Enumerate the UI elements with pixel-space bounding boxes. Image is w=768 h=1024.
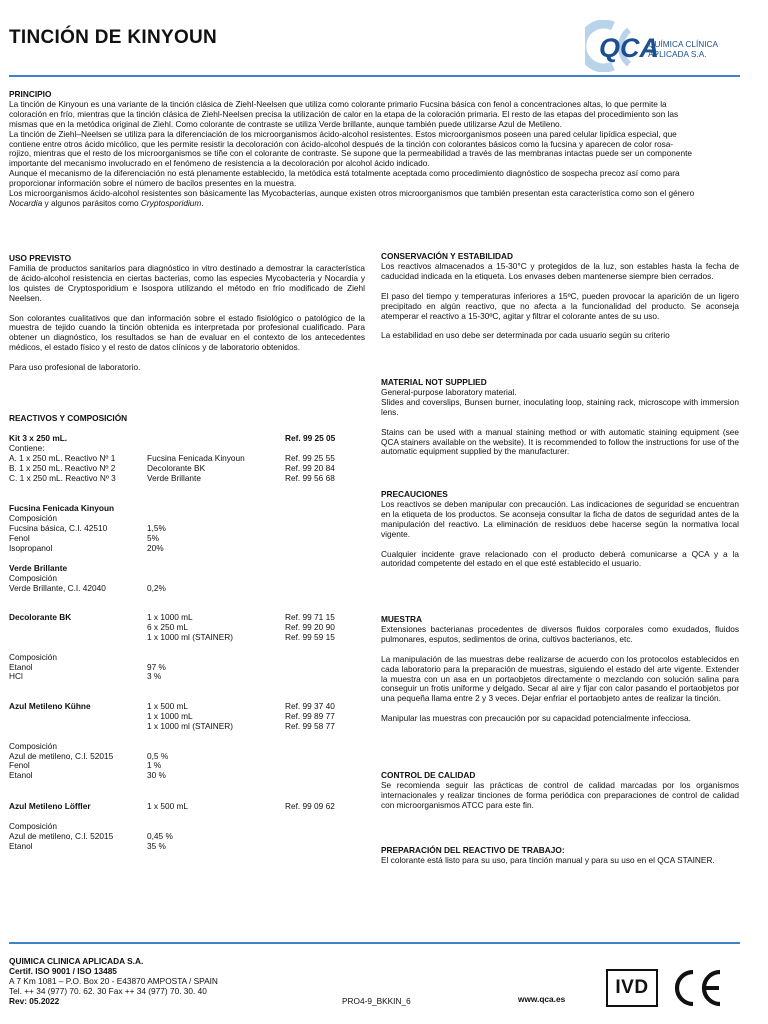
material-paragraph: Stains can be used with a manual staining method or with automatic staining equipment (see QCA stainers available on the website). It is recommended to follow the instructions for use of the automatic equipment supplied by the manufacturer. <box>381 426 739 457</box>
composicion-label: Composición <box>9 740 57 751</box>
section-muestra <box>381 615 739 724</box>
footer-rule <box>9 942 740 944</box>
section-uso-previsto <box>9 254 365 373</box>
heading-principio: PRINCIPIO <box>9 89 52 99</box>
pack-row: 6 x 250 mL Ref. 99 20 90 <box>147 621 335 632</box>
verde-title: Verde Brillante <box>9 563 68 573</box>
muestra-paragraph: Manipular las muestras con precaución por su capacidad potencialmente infecciosa. <box>381 713 691 724</box>
loffler-block: Azul Metileno Löffler 1 x 500 mL Ref. 99 09 62 Composición Azul de metileno, C.I. 52015 0,45 % Etanol 35 % <box>9 802 365 852</box>
heading-material: MATERIAL NOT SUPPLIED <box>381 377 487 387</box>
uso-paragraph: Para uso profesional de laboratorio. <box>9 362 141 373</box>
document-title: TINCIÓN DE KINYOUN <box>9 27 218 48</box>
conservacion-paragraph: El paso del tiempo y temperaturas inferiores a 15ºC, pueden provocar la aparición de un ligero precipitado en algún reactivo, que no afecta a la funcionalidad del producto. Se aconseja atemperar el reactivo a 15-30ºC, agitar y filtrar el colorante antes de su uso. <box>381 290 739 321</box>
fucsina-title: Fucsina Fenicada Kinyoun <box>9 503 115 513</box>
principio-line: La tinción de Kinyoun es una variante de la tinción clásica de Ziehl-Neelsen que utiliza como colorante primario Fucsina básica con fenol a concentraciones altas, lo que permite la <box>9 98 667 109</box>
precauciones-paragraph: Los reactivos se deben manipular con precaución. Las indicaciones de seguridad se encuentran en la etiqueta de los productos. Se aconseja consultar la ficha de datos de seguridad antes de la manipulación del reactivo. La eliminación de residuos debe hacerse según la normativa local vigente. <box>381 498 739 539</box>
section-control-calidad <box>381 771 739 811</box>
composicion-label: Composición <box>9 651 57 662</box>
kit-row: A. 1 x 250 mL. Reactivo Nº 1 Fucsina Fenicada Kinyoun Ref. 99 25 55 <box>9 452 335 463</box>
composition-row: Verde Brillante, C.I. 42040 0,2% <box>9 582 166 593</box>
control-paragraph: Se recomienda seguir las prácticas de control de calidad marcadas por los organismos internacionales y realizar tinciones de forma periódica con preparaciones de control de calidad con microorganismos ATCC para este fin. <box>381 779 739 810</box>
kit-row: C. 1 x 250 mL. Reactivo Nº 3 Verde Brillante Ref. 99 56 68 <box>9 472 335 483</box>
composition-row: Etanol 35 % <box>9 840 166 851</box>
composition-row: Azul de metileno, C.I. 52015 0,45 % <box>9 830 173 841</box>
preparacion-paragraph: El colorante está listo para su uso, para tinción manual y para su uso en el QCA STAINER. <box>381 854 715 865</box>
composition-row: Fucsina básica, C.I. 42510 1,5% <box>9 522 166 533</box>
uso-paragraph: Son colorantes cualitativos que dan información sobre el estado fisiológico o patológico de la muestra de tejido cuando la tinción obtenida es interpretada por profesional cualificado. Para obtener un diagnóstico, los resultados se han de evaluar en el contexto de los antecedentes médicos, el estado físico y el resto de datos clínicos y de laboratorio obtenidos. <box>9 312 365 353</box>
kit-row: B. 1 x 250 mL. Reactivo Nº 2 Decolorante BK Ref. 99 20 84 <box>9 462 335 473</box>
composition-row: Etanol 97 % <box>9 661 166 672</box>
logo-mark: QCA <box>599 33 659 63</box>
kuhne-title: Azul Metileno Kühne <box>9 701 91 711</box>
decolorante-block: Decolorante BK 1 x 1000 mL Ref. 99 71 15 6 x 250 mL Ref. 99 20 90 1 x 1000 ml (STAINER) Ref. 99 59 15 Composición Etanol 97 % HCl 3 % <box>9 613 365 682</box>
kit-ref: Ref. 99 25 05 <box>285 433 336 443</box>
principio-line: Aunque el mecanismo de la diferenciación no está plenamente establecido, la metódica está totalmente aceptada como procedimiento diagnóstico de sospecha precoz así como para <box>9 168 680 179</box>
composition-row: Etanol 30 % <box>9 770 166 781</box>
principio-line: proporcionar información sobre el número de bacilos presentes en la muestra. <box>9 178 297 189</box>
principio-line-last: Nocardia y algunos parásitos como Cryptosporidium. <box>9 197 204 208</box>
composition-row: Fenol 5% <box>9 532 159 543</box>
heading-reactivos: REACTIVOS Y COMPOSICIÓN <box>9 413 128 423</box>
principio-line: rojizo, mientras que el resto de los microorganismos se tiñe con el colorante de contraste. Se supone que la permeabilidad a través de las membranas intactas puede ser un componente <box>9 148 693 159</box>
ce-mark-icon <box>670 968 724 1008</box>
pack-row: 1 x 1000 ml (STAINER) Ref. 99 58 77 <box>147 720 335 731</box>
composition-row: Isopropanol 20% <box>9 542 164 553</box>
heading-muestra: MUESTRA <box>381 614 423 624</box>
section-principio <box>9 90 740 209</box>
footer-phone: Tel. ++ 34 (977) 70. 62. 30 Fax ++ 34 (977) 70. 30. 40 <box>9 986 207 996</box>
decolorante-title: Decolorante BK <box>9 612 72 622</box>
kit-block <box>9 434 365 483</box>
qca-logo <box>585 20 741 72</box>
kit-label: Kit 3 x 250 mL. <box>9 433 68 443</box>
uso-paragraph: Familia de productos sanitarios para diagnóstico in vitro destinado a demostrar la característica de ácido-alcohol resistencia en ciertas bacterias, como las especies Mycobacteria y Nocardia y los quistes de Cryptosporidium e Isospora utilizando el método en frío modificado de Ziehl Neelsen. <box>9 262 365 303</box>
footer-rev: Rev: 05.2022 <box>9 996 60 1006</box>
composition-row: HCl 3 % <box>9 671 162 682</box>
conservacion-paragraph: La estabilidad en uso debe ser determinada por cada usuario según su criterio <box>381 330 670 341</box>
loffler-title: Azul Metileno Löffler <box>9 801 91 811</box>
pack-row: 1 x 1000 mL Ref. 99 89 77 <box>147 710 335 721</box>
pack-row: 1 x 1000 ml (STAINER) Ref. 99 59 15 <box>147 631 335 642</box>
footer-cert: Certif. ISO 9001 / ISO 13485 <box>9 966 117 976</box>
section-conservacion <box>381 252 739 341</box>
material-paragraph: Slides and coverslips, Bunsen burner, inoculating loop, staining rack, microscope with immersion lens. <box>381 396 739 417</box>
logo-line1: QUÍMICA CLÍNICA <box>648 39 719 49</box>
header-rule <box>9 75 740 77</box>
muestra-paragraph: Extensiones bacterianas procedentes de diversos fluidos corporales como exudados, fluidos pulmonares, esputos, sedimentos de orina, cultivos bacterianos, etc. <box>381 623 739 644</box>
section-material <box>381 378 739 457</box>
heading-precauciones: PRECAUCIONES <box>381 489 448 499</box>
footer-doc-code: PRO4-9_BKKIN_6 <box>342 996 411 1006</box>
principio-line: coloración en frío, mientras que la tinción clásica de Ziehl-Neelsen precisa la utilización de calor en la etapa de la coloración primaria. El resto de las etapas del procedimiento son las <box>9 108 679 119</box>
composicion-label: Composición <box>9 572 57 583</box>
material-paragraph: General-purpose laboratory material. <box>381 386 517 397</box>
fucsina-block <box>9 504 365 553</box>
precauciones-paragraph: Cualquier incidente grave relacionado con el producto deberá comunicarse a QCA y a la autoridad competente del estado en el que esté establecido el usuario. <box>381 548 739 569</box>
kuhne-block: Azul Metileno Kühne 1 x 500 mL Ref. 99 37 40 1 x 1000 mL Ref. 99 89 77 1 x 1000 ml (STAINER) Ref. 99 58 77 Composición Azul de metileno, C.I. 52015 0,5 % Fenol 1 % Etanol 30 % <box>9 702 365 781</box>
composicion-label: Composición <box>9 820 57 831</box>
heading-uso-previsto: USO PREVISTO <box>9 253 72 263</box>
verde-block <box>9 564 365 594</box>
composition-row: Fenol 1 % <box>9 760 162 771</box>
footer-company: QUIMICA CLINICA APLICADA S.A. <box>9 956 144 966</box>
ivd-mark: IVD <box>606 969 658 1007</box>
principio-line: contiene entre otros ácido micólico, que les permite resistir la decoloración con ácido-alcohol después de la tinción con colorantes básicos como la fucsina y aparecen de color rosa- <box>9 138 674 149</box>
heading-control-calidad: CONTROL DE CALIDAD <box>381 770 476 780</box>
principio-line: La tinción de Ziehl–Neelsen se utiliza para la diferenciación de los microorganismos ácido-alcohol resistentes. Estos microorganismos poseen una pared celular lipídica especial, que <box>9 128 677 139</box>
footer-address: A 7 Km 1081 – P.O. Box 20 - E43870 AMPOSTA / SPAIN <box>9 976 218 986</box>
principio-line: Los microorganismos ácido-alcohol resistentes son básicamente las Mycobacterias, aunque existen otros microorganismos que también presentan esta característica como son el género <box>9 188 695 199</box>
conservacion-paragraph: Los reactivos almacenados a 15-30°C y protegidos de la luz, son estables hasta la fecha de caducidad indicada en la etiqueta. Los envases deben mantenerse siempre bien cerrados. <box>381 260 739 281</box>
heading-preparacion: PREPARACIÓN DEL REACTIVO DE TRABAJO: <box>381 845 565 855</box>
composition-row: Azul de metileno, C.I. 52015 0,5 % <box>9 750 169 761</box>
section-preparacion <box>381 846 739 866</box>
footer-website-link[interactable]: www.qca.es <box>518 994 566 1004</box>
heading-conservacion: CONSERVACIÓN Y ESTABILIDAD <box>381 251 514 261</box>
logo-line2: APLICADA S.A. <box>648 49 707 59</box>
muestra-paragraph: La manipulación de las muestras debe realizarse de acuerdo con los protocolos establecidos en cada laboratorio para la preparación de muestras, siguiendo el estado del arte vigente. Extender la muestra con un asa en un portaobjetos directamente o mezclando con solución salina para conseguir un frotis uniforme y delgado. Secar al aire y fijar con calor pasando el portaobjetos por una pequeña llama entre 2 y 3 veces. Dejar enfriar el portaobjeto antes de realizar la tinción. <box>381 653 739 704</box>
composicion-label: Composición <box>9 512 57 523</box>
section-precauciones <box>381 490 739 569</box>
kit-contiene: Contiene: <box>9 442 45 453</box>
principio-line: mismas que en la metódica original de Ziehl. Como colorante de contraste se utiliza Verde brillante, aunque también puede utilizarse Azul de Metileno. <box>9 118 562 129</box>
principio-line: importante del mecanismo involucrado en el fenómeno de resistencia a la decoloración por alcohol ácido indicado. <box>9 158 430 169</box>
